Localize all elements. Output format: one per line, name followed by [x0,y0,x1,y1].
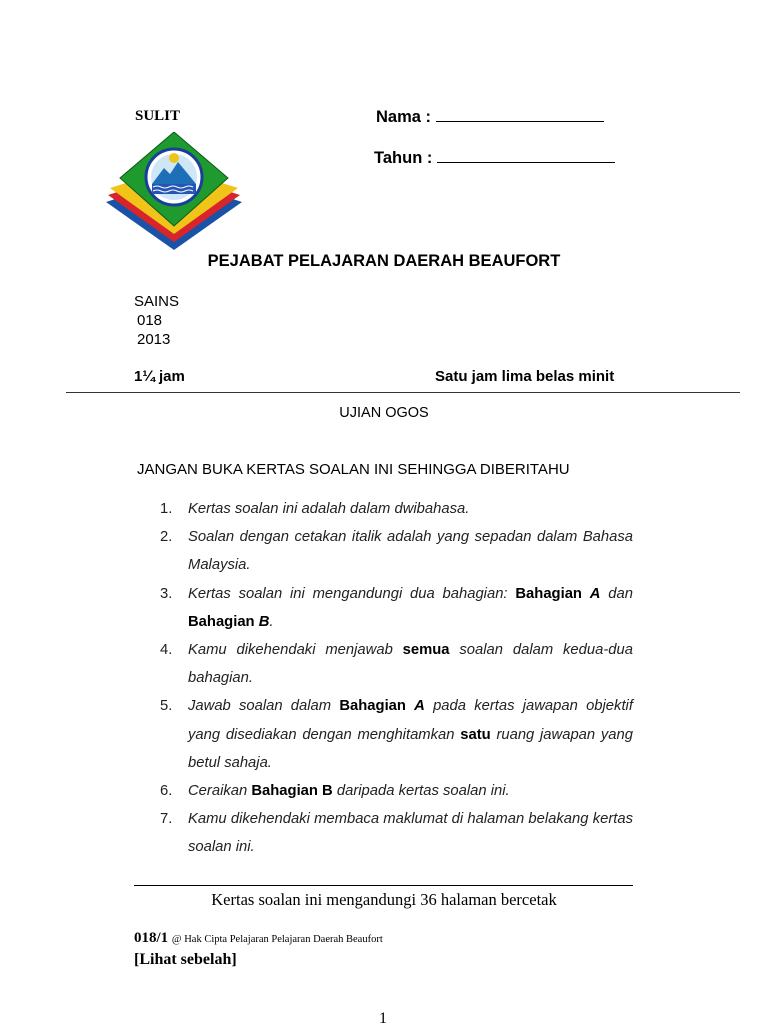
instruction-text: Kamu dikehendaki menjawab [188,642,393,659]
year-field-row [374,148,615,168]
instruction-text: Jawab soalan dalam [188,698,332,715]
page-number [0,1010,768,1028]
duration-words: Satu jam lima belas minit [435,368,615,385]
instruction-text: Soalan dengan cetakan italik adalah yang sepadan dalam Bahasa Malaysia. [188,529,633,574]
subject-year: 2013 [137,331,171,348]
instruction-text: Kertas soalan ini adalah dalam dwibahasa. [188,501,470,517]
instruction-text: Kamu dikehendaki membaca maklumat di halaman belakang kertas soalan ini. [188,811,633,856]
instruction-number: 6. [160,783,173,800]
district-education-office-crest-icon [106,132,242,250]
subject-block [134,292,179,349]
instruction-number: 5. [160,698,173,715]
classification-label: SULIT [135,108,181,124]
do-not-open-warning: JANGAN BUKA KERTAS SOALAN INI SEHINGGA DIBERITAHU [137,461,570,478]
paper-code-line [134,930,383,947]
page-number-text: 1 [379,1010,387,1027]
instruction-bold: Bahagian B [251,783,333,800]
instruction-bold: satu [460,726,491,743]
instruction-bold-italic: B [258,613,270,630]
instruction-bold: Bahagian [188,613,255,630]
instruction-text: Ceraikan [188,783,248,800]
instruction-bold: Bahagian [515,585,582,602]
office-title [0,252,768,271]
name-label: Nama : [376,108,432,126]
header-divider [66,392,740,393]
instruction-number: 3. [160,585,173,602]
year-label: Tahun : [374,149,433,167]
instruction-text: . [269,613,274,630]
instruction-item [160,777,633,805]
footer-divider [134,885,633,886]
instruction-item [160,692,633,777]
instruction-number: 1. [160,501,173,517]
instruction-item [160,580,633,636]
instruction-text: Kertas soalan ini mengandungi dua bahagian: [188,585,508,602]
instruction-text: pada kertas jawapan objektif yang disediakan dengan menghitamkan [188,698,633,743]
subject-code: 018 [137,312,163,329]
page-count-note [0,890,768,910]
year-blank-line [437,148,615,163]
page-count-note-text: Kertas soalan ini mengandungi 36 halaman bercetak [211,890,557,909]
instruction-bold: semua [402,642,450,659]
duration-short: 1¼ jam [134,368,185,385]
instruction-number: 2. [160,529,173,546]
instruction-item [160,636,633,692]
instruction-bold: Bahagian [339,698,406,715]
instruction-bold-italic: A [589,585,601,602]
instruction-text: dan [608,585,633,602]
instruction-item [160,523,633,579]
exam-title-text: UJIAN OGOS [339,405,429,421]
office-title-text: PEJABAT PELAJARAN DAERAH BEAUFORT [207,252,561,270]
instruction-item [160,495,633,523]
copyright-note: @ Hak Cipta Pelajaran Pelajaran Daerah Beaufort [171,934,383,945]
exam-title [0,405,768,421]
name-field-row [376,107,604,127]
name-blank-line [436,107,604,122]
instruction-text: ruang jawapan yang betul sahaja. [188,726,633,771]
instruction-text: soalan dalam kedua-dua bahagian. [188,642,633,687]
instructions-list [160,495,633,862]
instruction-number: 7. [160,811,173,828]
turn-over-note: [Lihat sebelah] [134,951,237,968]
subject-name: SAINS [134,293,180,310]
paper-code: 018/1 [134,930,169,946]
instruction-text: daripada kertas soalan ini. [336,783,510,800]
instruction-bold-italic: A [414,698,425,715]
instruction-item [160,805,633,861]
instruction-number: 4. [160,642,173,659]
